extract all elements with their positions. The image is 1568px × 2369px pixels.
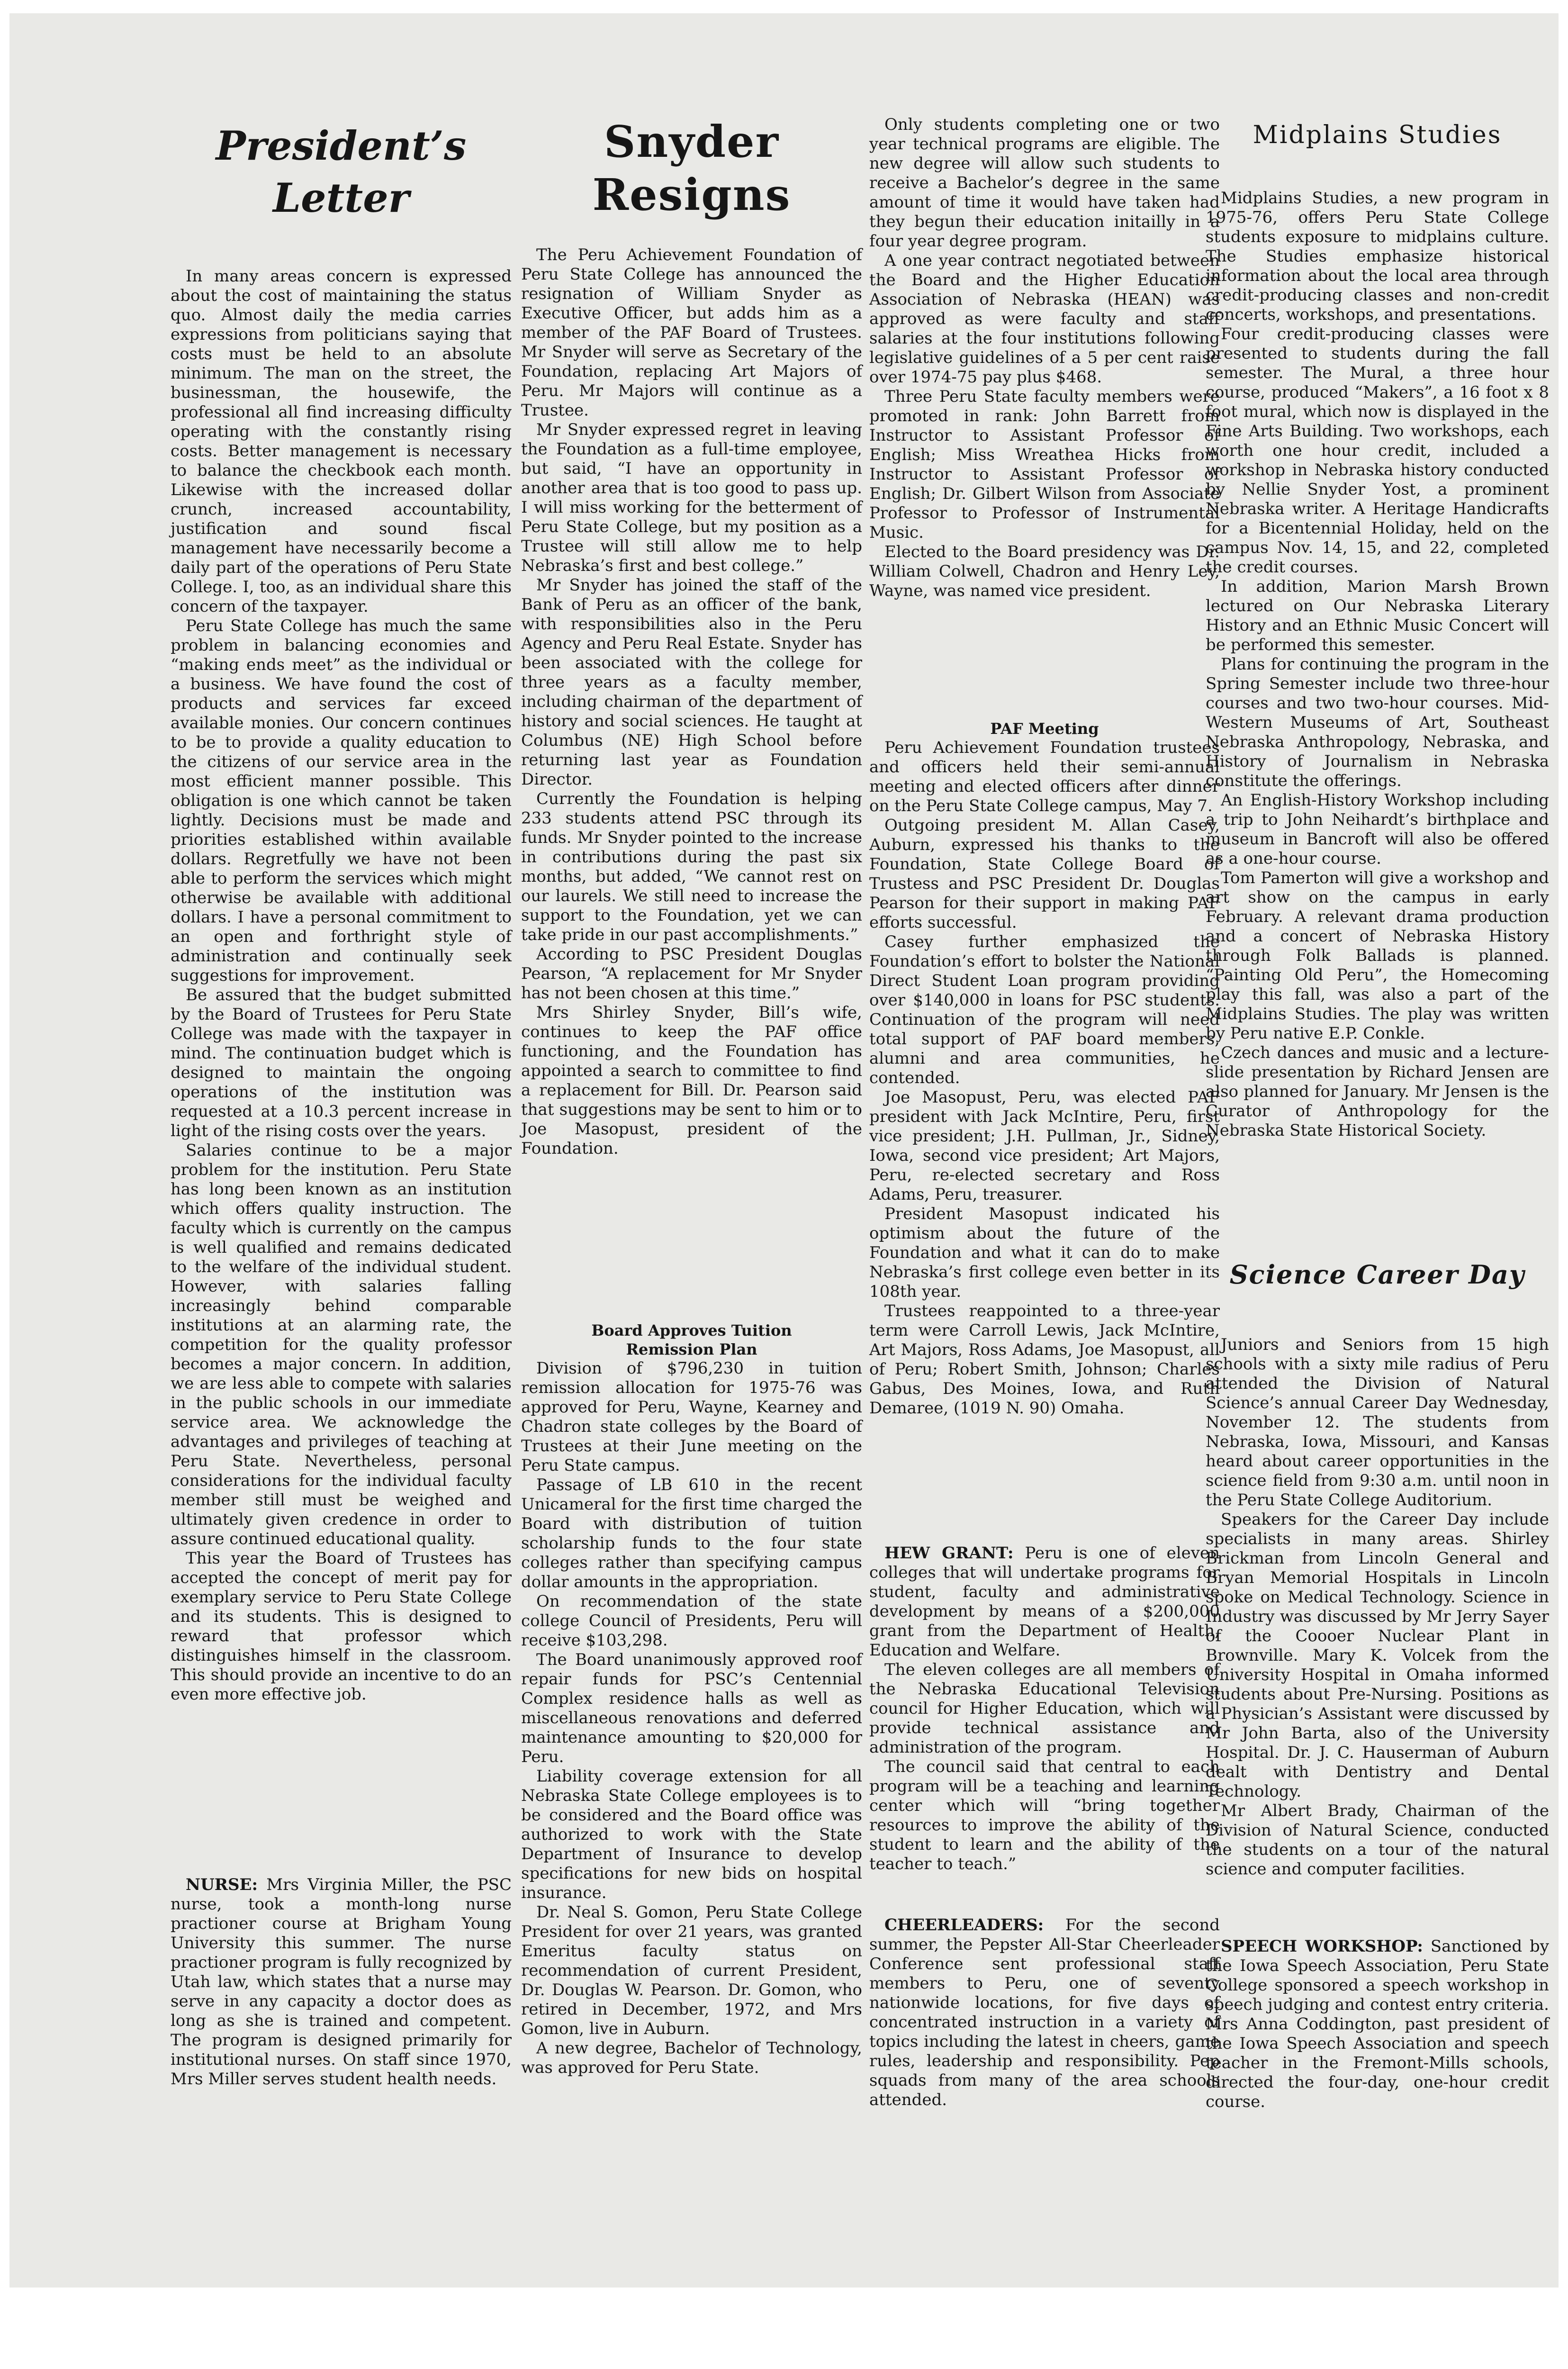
paragraph: A new degree, Bachelor of Technology, was approved for Peru State.: [521, 2039, 862, 2077]
paragraph: Passage of LB 610 in the recent Unicameral for the first time charged the Board with distribution of tuition scholarship funds to the four state colleges rather than specifying campus dollar amounts in the appropriation.: [521, 1475, 862, 1591]
snyder-resigns-body: [521, 245, 862, 1158]
paragraph: The Peru Achievement Foundation of Peru State College has announced the resignation of William Snyder as Executive Officer, but adds him as a member of the PAF Board of Trustees. Mr Snyder will serve as Secretary of the Foundation, replacing Art Majors of Peru. Mr Majors will continue as a Trustee.: [521, 245, 862, 420]
paragraph: Three Peru State faculty members were promoted in rank: John Barrett from Instructor to Assistant Professor of English; Miss Wreathea Hicks from Instructor to Assistant Professor of English; Dr. Gilbert Wilson from Associate Professor to Professor of Instrumental Music.: [869, 387, 1220, 542]
paragraph: Speakers for the Career Day include specialists in many areas. Shirley Brickman from Lincoln General and Bryan Memorial Hospitals in Lincoln spoke on Medical Technology. Science in Industry was discussed by Mr Jerry Sayer of the Coooer Nuclear Plant in Brownville. Mary K. Volcek from the University Hospital in Omaha informed students about Pre-Nursing. Positions as a Physician’s Assistant were discussed by Mr John Barta, also of the University Hospital. Dr. J. C. Hauserman of Auburn dealt with Dentistry and Dental Technology.: [1206, 1510, 1549, 1801]
paragraph: Midplains Studies, a new program in 1975-76, offers Peru State College students exposure to midplains culture. The Studies emphasize historical information about the local area through credit-producing classes and non-credit concerts, workshops, and presentations.: [1206, 189, 1549, 324]
paragraph: Plans for continuing the program in the Spring Semester include two three-hour courses and two two-hour courses. Mid-Western Museums of Art, Southeast Nebraska Anthropology, Nebraska, and History of Journalism in Nebraska constitute the offerings.: [1206, 655, 1549, 790]
paf-meeting-article: [869, 719, 1220, 1418]
paragraph: In addition, Marion Marsh Brown lectured on Our Nebraska Literary History and an Ethnic Music Concert will be performed this semester.: [1206, 577, 1549, 654]
paragraph: The Board unanimously approved roof repair funds for PSC’s Centennial Complex residence halls as well as miscellaneous renovations and deferred maintenance amounting to $20,000 for Peru.: [521, 1650, 862, 1766]
paragraph: Liability coverage extension for all Nebraska State College employees is to be considered and the Board office was authorized to work with the State Department of Insurance to develop specifications for new bids on hospital insurance.: [521, 1767, 862, 1902]
paragraph: Mr Albert Brady, Chairman of the Division of Natural Science, conducted the students on a tour of the natural science and computer facilities.: [1206, 1801, 1549, 1879]
hew-grant-brief: HEW GRANT: Peru is one of eleven colleges that will undertake programs for student, faculty and administrative development by means of a $200,000 grant from the Department of Health, Education and Welfare. The eleven colleges are all members of the Nebraska Educational Television council for Higher Education, which will provide technical assistance and administration of the program. The council said that central to each program will be a teaching and learning center which will “bring together resources to improve the ability of the student to learn and the ability of the teacher to teach.”: [869, 1544, 1220, 1873]
midplains-studies-heading: Midplains Studies: [1253, 121, 1502, 149]
paragraph: Elected to the Board presidency was Dr. William Colwell, Chadron and Henry Ley, Wayne, was named vice president.: [869, 543, 1220, 600]
paragraph: Mr Snyder expressed regret in leaving the Foundation as a full-time employee, but said, “I have an opportunity in another area that is too good to pass up. I will miss working for the betterment of Peru State College, but my position as a Trustee will still allow me to help Nebraska’s first and best college.”: [521, 420, 862, 575]
paragraph: The council said that central to each program will be a teaching and learning center which will “bring together resources to improve the ability of the student to learn and the ability of the teacher to teach.”: [869, 1757, 1220, 1873]
nurse-brief: NURSE: Mrs Virginia Miller, the PSC nurse, took a month-long nurse practioner course at Brigham Young University this summer. The nurse practioner program is fully recognized by Utah law, which states that a nurse may serve in any capacity a doctor does as long as she is trained and competent. The program is designed primarily for institutional nurses. On staff since 1970, Mrs Miller serves student health needs.: [171, 1875, 512, 2089]
paragraph: In many areas concern is expressed about the cost of maintaining the status quo. Almost daily the media carries expressions from politicians saying that costs must be held to an absolute minimum. The man on the street, the businessman, the housewife, the professional all find increasing difficulty operating with the constantly rising costs. Better management is necessary to balance the checkbook each month. Likewise with the increased dollar crunch, increased accountability, justification and sound fiscal management have necessarily become a daily part of the operations of Peru State College. I, too, as an individual share this concern of the taxpayer.: [171, 267, 512, 616]
paragraph: Tom Pamerton will give a workshop and art show on the campus in early February. A relevant drama production and a concert of Nebraska History through Folk Ballads is planned. “Painting Old Peru”, the Homecoming play this fall, was also a part of the Midplains Studies. The play was written by Peru native E.P. Conkle.: [1206, 868, 1549, 1043]
paragraph: On recommendation of the state college Council of Presidents, Peru will receive $103,298.: [521, 1592, 862, 1650]
paragraph: Dr. Neal S. Gomon, Peru State College President for over 21 years, was granted Emeritus faculty status on recommendation of current President, Dr. Douglas W. Pearson. Dr. Gomon, who retired in December, 1972, and Mrs Gomon, live in Auburn.: [521, 1903, 862, 2038]
snyder-resigns-heading: Snyder Resigns: [592, 116, 791, 220]
paragraph: The eleven colleges are all members of the Nebraska Educational Television council for Higher Education, which will provide technical assistance and administration of the program.: [869, 1660, 1220, 1757]
science-career-day-body: [1206, 1335, 1549, 1879]
paragraph: Juniors and Seniors from 15 high schools with a sixty mile radius of Peru attended the Division of Natural Science’s annual Career Day Wednesday, November 12. The students from Nebraska, Iowa, Missouri, and Kansas heard about career opportunities in the science field from 9:30 a.m. until noon in the Peru State College Auditorium.: [1206, 1335, 1549, 1510]
midplains-studies-body: [1206, 189, 1549, 1140]
paragraph: Currently the Foundation is helping 233 students attend PSC through its funds. Mr Snyder pointed to the increase in contributions during the past six months, but added, “We cannot rest on our laurels. We still need to increase the support to the Foundation, yet we can take pride in our past accomplishments.”: [521, 789, 862, 944]
paragraph: A one year contract negotiated between the Board and the Higher Education Association of Nebraska (HEAN) was approved as were faculty and staff salaries at the four institutions following legislative guidelines of a 5 per cent raise over 1974-75 pay plus $468.: [869, 251, 1220, 387]
paragraph: Trustees reappointed to a three-year term were Carroll Lewis, Jack McIntire, Art Majors, Ross Adams, Joe Masopust, all of Peru; Robert Smith, Johnson; Charles Gabus, Des Moines, Iowa, and Ruth Demaree, (1019 N. 90) Omaha.: [869, 1302, 1220, 1418]
paragraph: Division of $796,230 in tuition remission allocation for 1975-76 was approved for Peru, Wayne, Kearney and Chadron state colleges by the Board of Trustees at their June meeting on the Peru State campus.: [521, 1359, 862, 1475]
paragraph: Czech dances and music and a lecture-slide presentation by Richard Jensen are also planned for January. Mr Jensen is the Curator of Anthropology for the Nebraska State Historical Society.: [1206, 1043, 1549, 1140]
paragraph: According to PSC President Douglas Pearson, “A replacement for Mr Snyder has not been chosen at this time.”: [521, 945, 862, 1003]
cheerleaders-brief: CHEERLEADERS: For the second summer, the Pepster All-Star Cheerleader Conference sent professional staff members to Peru, one of seventy nationwide locations, for five days of concentrated instruction in a variety of topics including the latest in cheers, game rules, leadership and responsibility. Pep squads from many of the area schools attended.: [869, 1916, 1220, 2109]
paragraph: Joe Masopust, Peru, was elected PAF president with Jack McIntire, Peru, first vice president; J.H. Pullman, Jr., Sidney, Iowa, second vice president; Art Majors, Peru, re-elected secretary and Ross Adams, Peru, treasurer.: [869, 1088, 1220, 1204]
paragraph: Be assured that the budget submitted by the Board of Trustees for Peru State College was made with the taxpayer in mind. The continuation budget which is designed to maintain the ongoing operations of the institution was requested at a 10.3 percent increase in light of the rising costs over the years.: [171, 986, 512, 1140]
speech-workshop-brief: SPEECH WORKSHOP: Sanctioned by the Iowa Speech Association, Peru State College sponsored a speech workshop in speech judging and contest entry criteria. Mrs Anna Coddington, past president of the Iowa Speech Association and speech teacher in the Fremont-Mills schools, directed the four-day, one-hour credit course.: [1206, 1937, 1549, 2111]
paragraph: Mrs Shirley Snyder, Bill’s wife, continues to keep the PAF office functioning, and the Foundation has appointed a search to committee to find a replacement for Bill. Dr. Pearson said that suggestions may be sent to him or to Joe Masopust, president of the Foundation.: [521, 1003, 862, 1158]
tuition-continued-body: [869, 115, 1220, 601]
paragraph: This year the Board of Trustees has accepted the concept of merit pay for exemplary service to Peru State College and its students. This is designed to reward that professor which distinguishes himself in the classroom. This should provide an incentive to do an even more effective job.: [171, 1549, 512, 1704]
tuition-remission-heading: Board Approves Tuition Remission Plan: [591, 1321, 792, 1358]
paragraph: Peru Achievement Foundation trustees and officers held their semi-annual meeting and elected officers after dinner on the Peru State College campus, May 7.: [869, 738, 1220, 815]
paragraph: Mr Snyder has joined the staff of the Bank of Peru as an officer of the bank, with responsibilities also in the Peru Agency and Peru Real Estate. Snyder has been associated with the college for three years as a faculty member, including chairman of the department of history and social sciences. He taught at Columbus (NE) High School before returning last year as Foundation Director.: [521, 576, 862, 789]
paf-meeting-heading: PAF Meeting: [990, 720, 1099, 738]
paragraph: Peru State College has much the same problem in balancing economies and “making ends meet” as the individual or a business. We have found the cost of products and services far exceed available monies. Our concern continues to be to provide a quality education to the citizens of our service area in the most efficient manner possible. This obligation is one which cannot be taken lightly. Decisions must be made and priorities established within available dollars. Regretfully we have not been able to perform the services which might otherwise be available with additional dollars. I have a personal commitment to an open and forthright style of administration and continually seek suggestions for improvement.: [171, 616, 512, 985]
paragraph: Outgoing president M. Allan Casey, Auburn, expressed his thanks to the Foundation, State College Board of Trustess and PSC President Dr. Douglas Pearson for their support in making PAF efforts successful.: [869, 816, 1220, 932]
newspaper-page: [9, 13, 1559, 2288]
paragraph: An English-History Workshop including a trip to John Neihardt’s birthplace and museum in Bancroft will also be offered as a one-hour course.: [1206, 791, 1549, 868]
presidents-letter-body: [171, 267, 512, 1704]
presidents-letter-heading: President’s Letter: [216, 122, 467, 221]
paragraph: Casey further emphasized the Foundation’s effort to bolster the National Direct Student Loan program providing over $140,000 in loans for PSC students. Continuation of the program will need total support of PAF board members, alumni and area communities, he contended.: [869, 932, 1220, 1087]
tuition-remission-article: [521, 1321, 862, 2078]
paragraph: Salaries continue to be a major problem for the institution. Peru State has long been known as an institution which offers quality instruction. The faculty which is currently on the campus is well qualified and remains dedicated to the welfare of the individual student. However, with salaries falling increasingly behind comparable institutions at an alarming rate, the competition for the quality professor becomes a major concern. In addition, we are less able to compete with salaries in the public schools in our immediate service area. We acknowledge the advantages and privileges of teaching at Peru State. Nevertheless, personal considerations for the individual faculty member still must be weighed and ultimately given credence in order to assure continued educational quality.: [171, 1141, 512, 1548]
paragraph: Only students completing one or two year technical programs are eligible. The new degree will allow such students to receive a Bachelor’s degree in the same amount of time it would have taken had they begun their education initailly in a four year degree program.: [869, 115, 1220, 251]
science-career-day-heading: Science Career Day: [1229, 1259, 1525, 1290]
paragraph: Four credit-producing classes were presented to students during the fall semester. The Mural, a three hour course, produced “Makers”, a 16 foot x 8 foot mural, which now is displayed in the Fine Arts Building. Two workshops, each worth one hour credit, included a workshop in Nebraska history conducted by Nellie Snyder Yost, a prominent Nebraska writer. A Heritage Handicrafts for a Bicentennial Holiday, held on the campus Nov. 14, 15, and 22, completed the credit courses.: [1206, 325, 1549, 577]
paragraph: President Masopust indicated his optimism about the future of the Foundation and what it can do to make Nebraska’s first college even better in its 108th year.: [869, 1204, 1220, 1301]
